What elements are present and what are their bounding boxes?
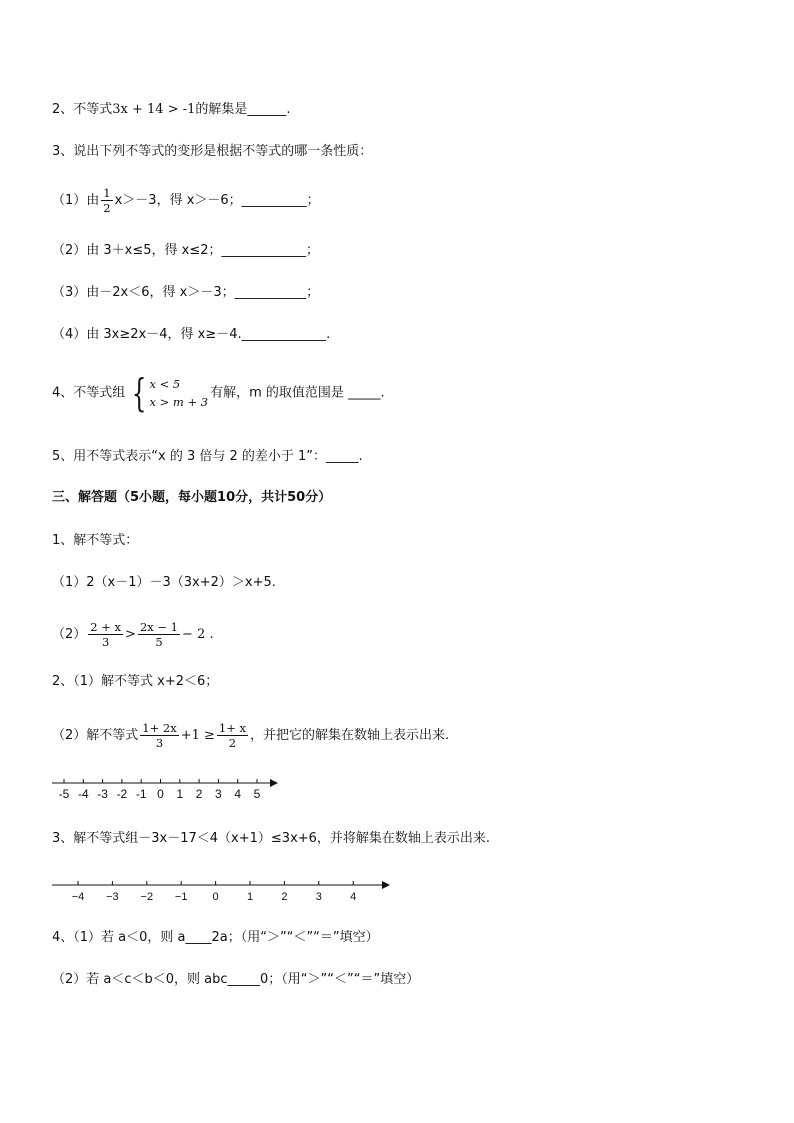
axis-tick-label: -1 [135,787,147,801]
answer-4-part-2: （2）若 a＜c＜b＜0，则 abc_____0；（用“＞”“＜”“＝”填空） [52,972,420,987]
fraction-numerator: 1+ x [218,721,246,735]
part-2-tail: − 2 . [182,627,214,642]
system-row-1: x < 5 [149,377,181,391]
part-1-prefix: （1）由 [52,193,100,208]
axis-tick-label: -5 [58,787,70,801]
question-4 [52,371,385,415]
question-4-tail: 有解，m 的取值范围是 _____. [210,385,385,401]
axis-tick-label: -3 [97,787,108,801]
fraction-numerator: 1+ 2x [142,721,177,735]
answer-1-part-2 [52,620,214,649]
answer-1-title: 1、解不等式： [52,533,139,548]
answer-4-part-1: 4、（1）若 a＜0，则 a____2a；（用“＞”“＜”“＝”填空） [52,930,379,945]
axis-tick-label: 0 [157,787,164,801]
fraction-denominator: 2 [103,201,111,215]
axis-tick-label: 3 [315,891,322,903]
fraction-denominator: 2 [228,736,237,750]
number-line-2 [50,874,395,908]
question-2-tail: 的解集是______. [195,102,291,117]
fraction-numerator: 2 + x [90,620,122,634]
question-2-expression: 3x + 14 > -1 [112,102,196,117]
question-3-part-2: （2）由 3＋x≤5，得 x≤2；_____________； [52,243,320,258]
operator: > [125,627,136,642]
system-row-2: x > m + 3 [149,395,209,409]
axis-tick-label: -4 [77,787,89,801]
inequality-system [127,371,209,415]
axis-tick-label: 1 [246,891,254,903]
fraction-denominator: 3 [155,736,164,750]
left-brace-icon: { [132,371,147,415]
answer-3: 3、解不等式组－3x－17＜4（x+1）≤3x+6，并将解集在数轴上表示出来. [52,831,491,846]
fraction-numerator: 1 [103,186,111,200]
axis-tick-label: -2 [116,787,128,801]
question-2-label: 2、不等式 [52,102,113,117]
answer-2-part-2 [52,721,449,750]
axis-tick-label: 3 [215,787,222,801]
fraction-half [101,186,112,215]
axis-tick-label: 4 [234,787,242,801]
axis-tick-label: 2 [195,787,203,801]
axis-tick-label: 5 [253,787,261,801]
axis-tick-label: −3 [106,891,119,903]
answer-2-part-1: 2、（1）解不等式 x+2＜6； [52,674,219,689]
number-line-1 [50,772,280,806]
part-2-prefix: （2） [52,627,87,642]
arrow-icon [382,881,390,889]
answer-1-part-1: （1）2（x－1）－3（3x+2）＞x+5. [52,575,276,590]
fraction-numerator: 2x − 1 [139,620,179,634]
axis-tick-label: −4 [71,891,85,903]
question-3-part-1 [52,186,320,215]
arrow-icon [270,779,278,787]
operator: +1 ≥ [180,728,215,743]
question-2 [52,100,291,120]
axis-tick-label: 1 [176,787,184,801]
fraction-right [217,721,248,750]
axis-tick-label: 0 [212,891,219,903]
part-1-rest: x＞－3，得 x＞－6；__________； [114,193,320,208]
question-3-part-3: （3）由－2x＜6，得 x＞－3；___________； [52,285,320,300]
question-5: 5、用不等式表示“x 的 3 倍与 2 的差小于 1”：_____. [52,449,363,464]
fraction-left [88,620,123,649]
question-4-label: 4、不等式组 [52,385,126,401]
axis-tick-label: −1 [174,891,188,903]
axis-tick-label: 2 [281,891,288,903]
axis-tick-label: −2 [140,891,154,903]
question-3-part-4: （4）由 3x≥2x－4，得 x≥－4._____________. [52,327,331,342]
section-3-title: 三、解答题（5小题，每小题10分，共计50分） [52,490,332,505]
fraction-denominator: 3 [101,635,110,649]
question-3-title: 3、说出下列不等式的变形是根据不等式的哪一条性质： [52,144,373,159]
fraction-left [140,721,178,750]
part-2-tail: ，并把它的解集在数轴上表示出来. [250,728,450,743]
part-2-prefix: （2）解不等式 [52,728,139,743]
fraction-right [138,620,180,649]
axis-tick-label: 4 [350,891,357,903]
fraction-denominator: 5 [155,635,163,649]
